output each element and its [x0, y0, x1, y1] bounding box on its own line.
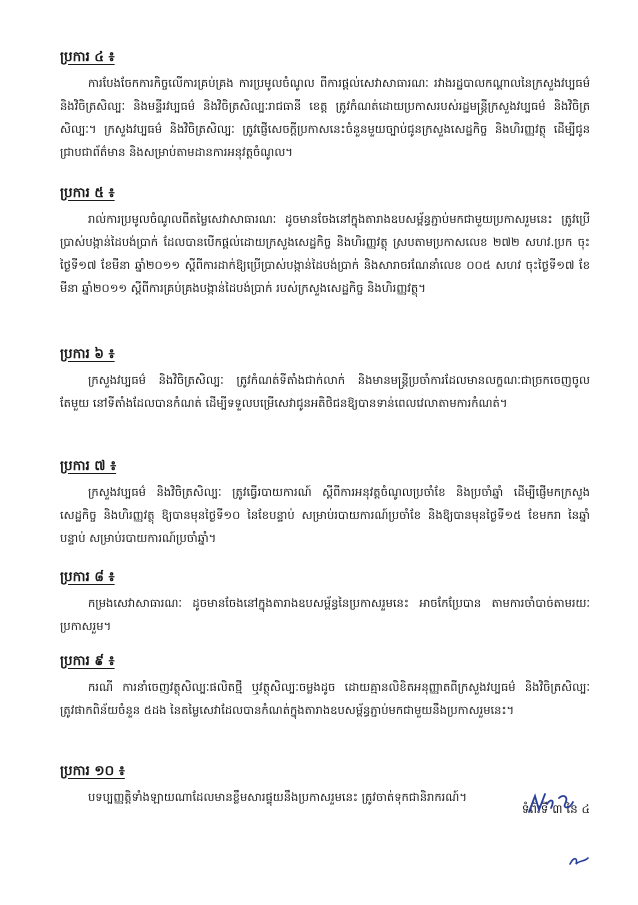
initials-mark — [566, 850, 594, 870]
article-heading: ប្រការ ៨ ៖ — [60, 569, 115, 585]
article-5 — [60, 184, 590, 323]
article-6 — [60, 345, 590, 438]
article-9 — [60, 652, 590, 745]
page-number: ទំព័រទី ៣ នៃ ៤ — [521, 802, 590, 816]
article-text: រាល់ការប្រមូលចំណូលពីតម្លៃសេវាសាធារណៈ ដូចមានចែងនៅក្នុងតារាងឧបសម្ព័ន្ធភ្ជាប់មកជាមួយប្រកាសរួមនេះ ត្រូវប្រើប្រាស់បង្កាន់ដៃបង់ប្រាក់ ដែលបានបើកផ្តល់ដោយក្រសួងសេដ្ឋកិច្ច និងហិរញ្ញវត្ថុ ស្របតាមប្រកាសលេខ ២៧២ សហវ.ប្រក ចុះថ្ងៃទី១៧ ខែមីនា ឆ្នាំ២០១១ ស្តីពីការដាក់ឱ្យប្រើប្រាស់បង្កាន់ដៃបង់ប្រាក់ និងសារាចរណែនាំលេខ ០០៥ សហវ ចុះថ្ងៃទី១៧ ខែមីនា ឆ្នាំ២០១១ ស្តីពីការគ្រប់គ្រងបង្កាន់ដៃបង់ប្រាក់ របស់ក្រសួងសេដ្ឋកិច្ច និងហិរញ្ញវត្ថុ។ — [60, 212, 590, 295]
article-text: ការបែងចែកការកិច្ចលើការគ្រប់គ្រង ការប្រមូលចំណូល ពីការផ្តល់សេវាសាធារណៈ រវាងរដ្ឋបាលកណ្តាលនៃក្រសួងវប្បធម៌ និងវិចិត្រសិល្បៈ និងមន្ទីរវប្បធម៌ និងវិចិត្រសិល្បៈរាជធានី ខេត្ត ត្រូវកំណត់ដោយប្រកាសរបស់រដ្ឋមន្ត្រីក្រសួងវប្បធម៌ និងវិចិត្រសិល្បៈ។ ក្រសួងវប្បធម៌ និងវិចិត្រសិល្បៈ ត្រូវផ្ញើសេចក្តីប្រកាសនេះចំនួនមួយច្បាប់ជូនក្រសួងសេដ្ឋកិច្ច និងហិរញ្ញវត្ថុ ដើម្បីជូនជ្រាបជាព័ត៌មាន និងសម្រាប់តាមដានការអនុវត្តចំណូល។ — [60, 76, 590, 159]
article-text: ក្រសួងវប្បធម៌ និងវិចិត្រសិល្បៈ ត្រូវកំណត់ទីតាំងជាក់លាក់ និងមានមន្ត្រីប្រចាំការដែលមានលក្ខណៈជាច្រកចេញចូលតែមួយ នៅទីតាំងដែលបានកំណត់ ដើម្បីទទួលបម្រើសេវាជូនអតិថិជនឱ្យបានទាន់ពេលវេលាតាមការកំណត់។ — [60, 373, 590, 410]
article-7 — [60, 457, 590, 550]
article-text: បទប្បញ្ញត្តិទាំងឡាយណាដែលមានខ្លឹមសារផ្ទុយនឹងប្រកាសរួមនេះ ត្រូវចាត់ទុកជានិរាករណ៍។ — [88, 790, 467, 804]
article-heading: ប្រការ ៤ ៖ — [60, 49, 115, 65]
initials-signature — [525, 790, 605, 820]
article-heading: ប្រការ ៦ ៖ — [60, 346, 115, 362]
article-text: ក្រសួងវប្បធម៌ និងវិចិត្រសិល្បៈ ត្រូវធ្វើរបាយការណ៍ ស្តីពីការអនុវត្តចំណូលប្រចាំខែ និងប្រចាំឆ្នាំ ដើម្បីផ្ញើមកក្រសួងសេដ្ឋកិច្ច និងហិរញ្ញវត្ថុ ឱ្យបានមុនថ្ងៃទី១០ នៃខែបន្ទាប់ សម្រាប់របាយការណ៍ប្រចាំខែ និងឱ្យបានមុនថ្ងៃទី១៥ ខែមករា នៃឆ្នាំបន្ទាប់ សម្រាប់របាយការណ៍ប្រចាំឆ្នាំ។ — [60, 485, 590, 545]
article-8 — [60, 568, 590, 638]
article-heading: ប្រការ ៥ ៖ — [60, 185, 115, 201]
article-10 — [60, 762, 590, 809]
article-4 — [60, 48, 590, 164]
article-heading: ប្រការ ១០ ៖ — [60, 763, 125, 779]
article-text: កម្រងសេវាសាធារណៈ ដូចមានចែងនៅក្នុងតារាងឧបសម្ព័ន្ធនៃប្រកាសរួមនេះ អាចកែប្រែបាន តាមការចាំបាច់តាមរយៈប្រកាសរួម។ — [60, 596, 590, 633]
article-heading: ប្រការ ៩ ៖ — [60, 653, 115, 669]
article-text: ករណី ការនាំចេញវត្ថុសិល្បៈផលិតថ្មី ឬវត្ថុសិល្បៈចម្លងដូច ដោយគ្មានលិខិតអនុញ្ញាតពីក្រសួងវប្បធម៌ និងវិចិត្រសិល្បៈ ត្រូវផាកពិន័យចំនួន ៥ដង នៃតម្លៃសេវាដែលបានកំណត់ក្នុងតារាងឧបសម្ព័ន្ធភ្ជាប់មកជាមួយនឹងប្រកាសរួមនេះ។ — [60, 680, 590, 717]
article-heading: ប្រការ ៧ ៖ — [60, 458, 117, 474]
